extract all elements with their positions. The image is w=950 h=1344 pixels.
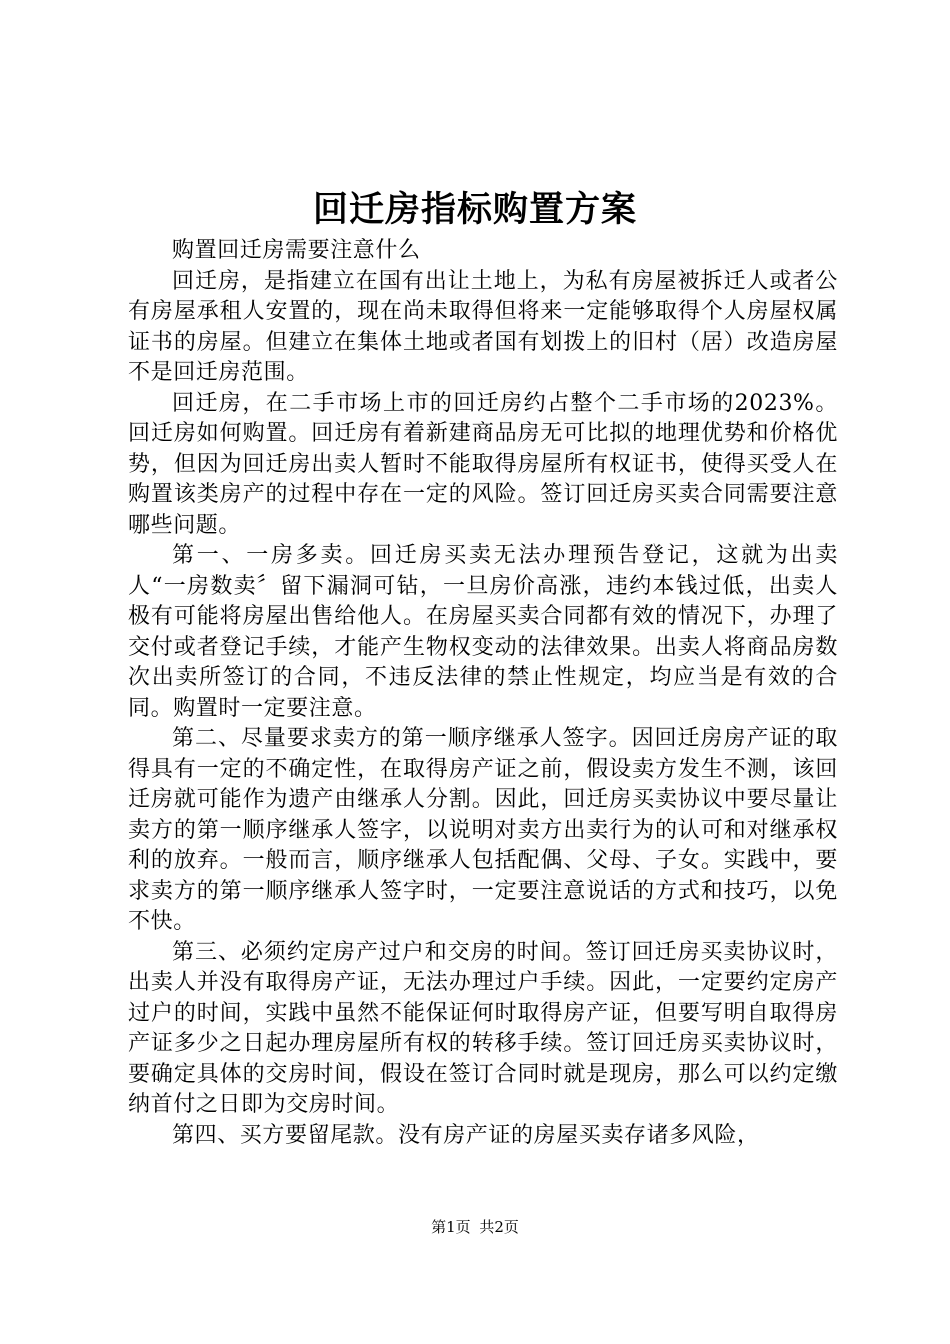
document-title: 回迁房指标购置方案 — [312, 189, 637, 230]
paragraph-point-two: 第二、尽量要求卖方的第一顺序继承人签字。因回迁房房产证的取得具有一定的不确定性，在取得房产证之前，假设卖方发生不测，该回迁房就可能作为遗产由继承人分割。因此，回迁房买卖协议中要尽量让卖方的第一顺序继承人签字，以说明对卖方出卖行为的认可和对继承权利的放弃。一般而言，顺序继承人包括配偶、父母、子女。实践中，要求卖方的第一顺序继承人签字时，一定要注意说话的方式和技巧，以免不快。 — [128, 726, 838, 934]
paragraph-definition: 回迁房，是指建立在国有出让土地上，为私有房屋被拆迁人或者公有房屋承租人安置的，现在尚未取得但将来一定能够取得个人房屋权属证书的房屋。但建立在集体土地或者国有划拨上的旧村（居）改造房屋不是回迁房范围。 — [128, 268, 838, 385]
paragraph-point-one: 第一、一房多卖。回迁房买卖无法办理预告登记，这就为出卖人“一房数卖〞留下漏洞可钻，一旦房价高涨，违约本钱过低，出卖人极有可能将房屋出售给他人。在房屋买卖合同都有效的情况下，办理了交付或者登记手续，才能产生物权变动的法律效果。出卖人将商品房数次出卖所签订的合同，不违反法律的禁止性规定，均应当是有效的合同。购置时一定要注意。 — [128, 543, 838, 721]
page-footer — [0, 1217, 950, 1237]
paragraph-subheading: 购置回迁房需要注意什么 — [172, 238, 421, 263]
paragraph-point-three: 第三、必须约定房产过户和交房的时间。签订回迁房买卖协议时，出卖人并没有取得房产证，无法办理过户手续。因此，一定要约定房产过户的时间，实践中虽然不能保证何时取得房产证，但要写明自取得房产证多少之日起办理房屋所有权的转移手续。签订回迁房买卖协议时，要确定具体的交房时间，假设在签订合同时就是现房，那么可以约定缴纳首付之日即为交房时间。 — [128, 939, 838, 1117]
paragraph-market: 回迁房，在二手市场上市的回迁房约占整个二手市场的2023%。回迁房如何购置。回迁房有着新建商品房无可比拟的地理优势和价格优势，但因为回迁房出卖人暂时不能取得房屋所有权证书，使得买受人在购置该类房产的过程中存在一定的风险。签订回迁房买卖合同需要注意哪些问题。 — [128, 390, 838, 538]
page-total: 共2页 — [479, 1218, 519, 1236]
paragraph-point-four: 第四、买方要留尾款。没有房产证的房屋买卖存诸多风险， — [172, 1122, 760, 1148]
page-number: 第1页 — [431, 1218, 471, 1236]
document-body — [128, 236, 838, 1151]
